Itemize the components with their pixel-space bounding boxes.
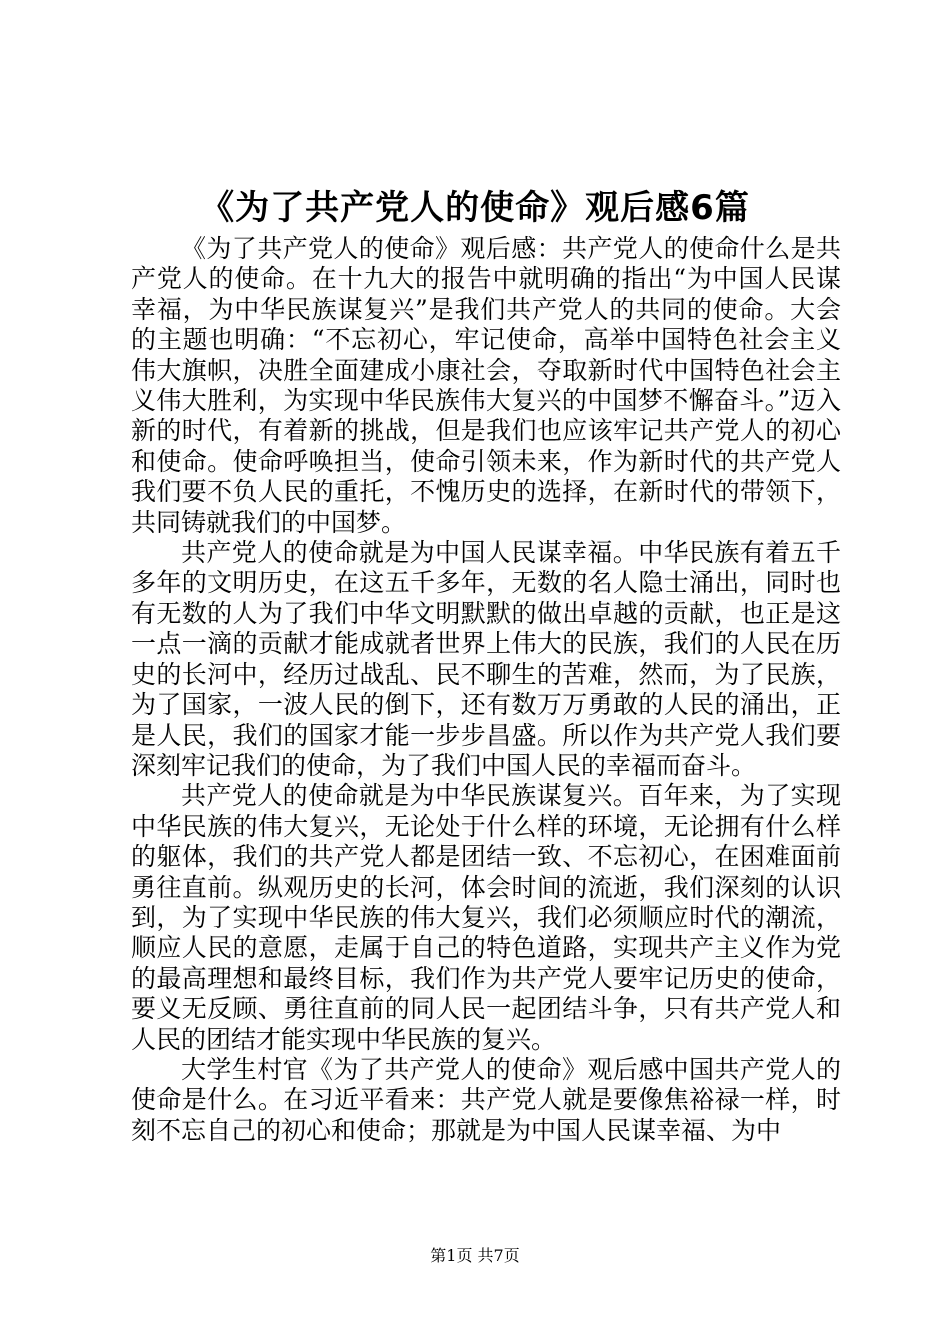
page-footer: 第1页 共7页 — [430, 1246, 520, 1265]
paragraph: 《为了共产党人的使命》观后感：共产党人的使命什么是共产党人的使命。在十九大的报告中就明确的指出“为中国人民谋幸福，为中华民族谋复兴”是我们共产党人的共同的使命。大会的主题也明确：“不忘初心，牢记使命，高举中国特色社会主义伟大旗帜，决胜全面建成小康社会，夺取新时代中国特色社会主义伟大胜利，为实现中华民族伟大复兴的中国梦不懈奋斗。”迈入新的时代，有着新的挑战，但是我们也应该牢记共产党人的初心和使命。使命呼唤担当，使命引领未来，作为新时代的共产党人我们要不负人民的重托，不愧历史的选择，在新时代的带领下，共同铸就我们的中国梦。 — [131, 234, 841, 537]
paragraph: 共产党人的使命就是为中华民族谋复兴。百年来，为了实现中华民族的伟大复兴，无论处于什么样的环境，无论拥有什么样的躯体，我们的共产党人都是团结一致、不忘初心，在困难面前勇往直前。纵观历史的长河，体会时间的流逝，我们深刻的认识到，为了实现中华民族的伟大复兴，我们必须顺应时代的潮流，顺应人民的意愿，走属于自己的特色道路，实现共产主义作为党的最高理想和最终目标，我们作为共产党人要牢记历史的使命，要义无反顾、勇往直前的同人民一起团结斗争，只有共产党人和人民的团结才能实现中华民族的复兴。 — [131, 781, 841, 1054]
document-body — [131, 234, 841, 1146]
paragraph: 大学生村官《为了共产党人的使命》观后感中国共产党人的使命是什么。在习近平看来：共产党人就是要像焦裕禄一样，时刻不忘自己的初心和使命；那就是为中国人民谋幸福、为中 — [131, 1054, 841, 1145]
paragraph: 共产党人的使命就是为中国人民谋幸福。中华民族有着五千多年的文明历史，在这五千多年，无数的名人隐士涌出，同时也有无数的人为了我们中华文明默默的做出卓越的贡献，也正是这一点一滴的贡献才能成就者世界上伟大的民族，我们的人民在历史的长河中，经历过战乱、民不聊生的苦难，然而，为了民族，为了国家，一波人民的倒下，还有数万万勇敢的人民的涌出，正是人民，我们的国家才能一步步昌盛。所以作为共产党人我们要深刻牢记我们的使命，为了我们中国人民的幸福而奋斗。 — [131, 538, 841, 780]
document-title: 《为了共产党人的使命》观后感6篇 — [200, 188, 750, 228]
